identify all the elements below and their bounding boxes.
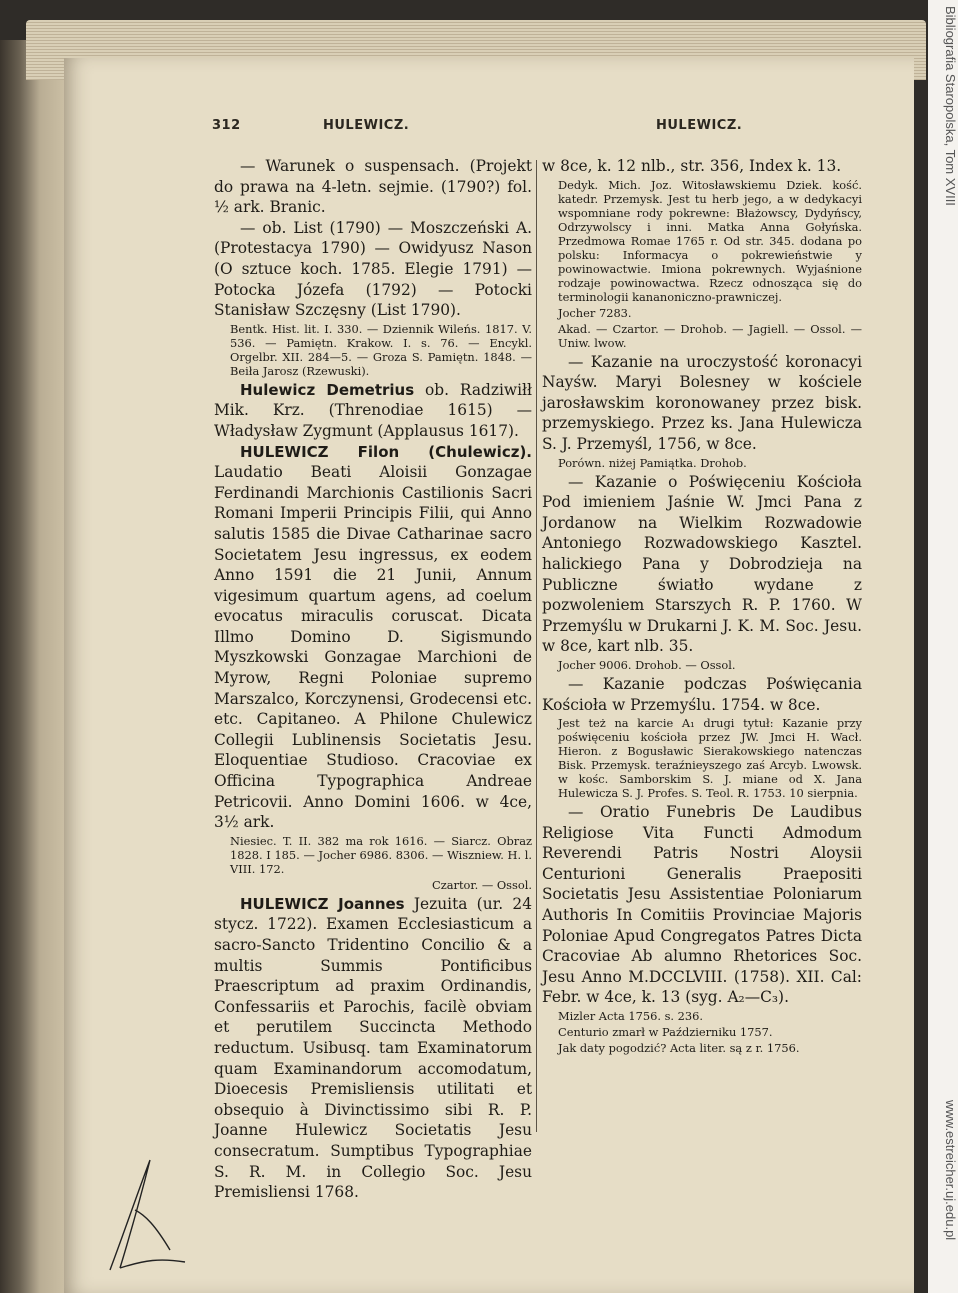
left_column-paragraph <box>214 156 532 218</box>
right_column-paragraph <box>542 802 862 1008</box>
side-strip <box>928 0 958 1293</box>
entry-text: Jak daty pogodzić? Acta liter. są z r. 1756. <box>558 1041 800 1056</box>
right_column-paragraph <box>542 472 862 657</box>
entry-text: Niesiec. T. II. 382 ma rok 1616. — Siarcz. Obraz 1828. I 185. — Jocher 6986. 8306. — Wiszniew. H. l. VIII. 172. <box>230 833 532 876</box>
book-edge <box>0 40 70 1293</box>
entry-text: Dedyk. Mich. Joz. Witosławskiemu Dziek. kość. katedr. Przemysk. Jest tu herb jego, a w dedykacyi wspomniane rody pokrewne: Błażowscy, Dydyńscy, Odrzywolscy i inni. Matka Anna Gołyńska. Przedmowa Romae 1765 r. Od str. 345. dodana po polsku: Informacya o pokrewieństwie y powinowactwie. Imiona pokrewnych. Wyjaśnione rodzaje powinowactwa. Rzecz odnosząca się do terminologii kananoniczno-prawniczej. <box>558 177 862 304</box>
entry-text: Akad. — Czartor. — Drohob. — Jagiell. — Ossol. — Uniw. lwow. <box>558 321 862 350</box>
right_column-paragraph <box>542 322 862 350</box>
page-number: 312 <box>212 118 241 133</box>
right_column-paragraph <box>542 352 862 455</box>
right_column-paragraph <box>542 456 862 470</box>
entry-text: ob. Radziwiłł Mik. Krz. (Threnodiae 1615) — Władysław Zygmunt (Applausus 1617). <box>214 380 533 440</box>
right_column-paragraph <box>542 658 862 672</box>
entry-text: Bentk. Hist. lit. I. 330. — Dziennik Wileńs. 1817. V. 536. — Pamiętn. Krakow. I. s. 76. — Encykl. Orgelbr. XII. 284—5. — Groza S. Pamiętn. 1848. — Beiła Jarosz (Rzewuski). <box>230 321 532 378</box>
signature-mark <box>90 1140 190 1280</box>
entry-text: Jocher 9006. Drohob. — Ossol. <box>558 657 736 672</box>
entry-text: Laudatio Beati Aloisii Gonzagae Ferdinandi Marchionis Castilionis Sacri Romani Imperii Principis Filii, qui Anno salutis 1585 die Divae Catharinae sacro Societatem Jesu ingressus, ex eodem Anno 1591 die 21 Junii, Annum vigesimum quartum agens, ad coelum evocatus miraculis coruscat. Dicata Illmo Domino D. Sigismundo Myszkowski Gonzagae Marchioni de Myrow, Regni Poloniae supremo Marszalco, Korczynensi, Grodecensi etc. etc. Capitaneo. A Philone Chulewicz Collegii Lublinensis Societatis Jesu. Eloquentiae Studioso. Cracoviae ex Officina Typographica Andreae Petricovii. Anno Domini 1606. w 4ce, 3½ ark. <box>214 463 532 832</box>
entry-text: Jest też na karcie A₁ drugi tytuł: Kazanie przy poświęceniu kościoła przez JW. Jmci H. Wacł. Hieron. z Bogusławic Sierakowskiego natenczas Bisk. Przemysk. teraźnieyszego zaś Arcyb. Lwowsk. w kośc. Samborskim S. J. miane od X. Jana Hulewicza S. J. Profes. S. Teol. R. 1753. 10 sierpnia. <box>558 716 862 801</box>
entry-text: — Kazanie o Poświęceniu Kościoła Pod imieniem Jaśnie W. Jmci Pana z Jordanow na Wielkim Rozwadowie Antoniego Rozwadowskiego Kasztel. halickiego Pana y Dobrodzieja na Publiczne światło wydane z pozwoleniem Starszych R. P. 1760. W Przemyślu w Drukarni J. K. M. Soc. Jesu. w 8ce, kart nlb. 35. <box>542 472 862 656</box>
right_column-paragraph <box>542 1041 862 1055</box>
entry-heading: HULEWICZ Joannes <box>240 894 405 913</box>
entry-text: Jezuita (ur. 24 stycz. 1722). Examen Ecclesiasticum a sacro-Sancto Tridentino Concilio & a multis Summis Pontificibus Praescriptum ad praxim Ordinandis, Confessariis et Parochis, facilè obviam et perutilem Succincta Methodo reductum. Usibusq. tam Examinatorum quam Examinandorum accomodatum, Dioecesis Premisliensis utilitati et obsequio à Divinctissimo sibi R. P. Joanne Hulewicz Societatis Jesu consecratum. Sumptibus Typographiae S. R. M. in Collegio Soc. Jesu Premisliensi 1768. <box>214 894 532 1202</box>
right_column-paragraph <box>542 1025 862 1039</box>
entry-text: Centurio zmarł w Październiku 1757. <box>558 1025 773 1040</box>
right_column-paragraph <box>542 1009 862 1023</box>
column-divider <box>536 160 537 1132</box>
entry-text: Czartor. — Ossol. <box>432 877 532 892</box>
entry-text: — ob. List (1790) — Moszczeński A. (Protestacya 1790) — Owidyusz Nason (O sztuce koch. 1785. Elegie 1791) — Potocka Józefa (1792) — Potocki Stanisław Szczęsny (List 1790). <box>214 218 532 320</box>
left_column-paragraph <box>214 380 532 442</box>
entry-text: — Kazanie na uroczystość koronacyi Nayśw. Maryi Bolesney w kościele jarosławskim koronowaney przez bisk. przemyskiego. Przez ks. Jana Hulewicza S. J. Przemyśl, 1756, w 8ce. <box>542 352 862 453</box>
entry-text: Porówn. niżej Pamiątka. Drohob. <box>558 455 747 470</box>
right_column-paragraph <box>542 674 862 715</box>
right_column-paragraph <box>542 716 862 800</box>
left_column-paragraph <box>214 218 532 321</box>
running-header-right: HULEWICZ. <box>656 118 743 133</box>
side-url: www.estreicher.uj.edu.pl <box>943 1100 958 1241</box>
right_column-paragraph <box>542 156 862 177</box>
left_column-paragraph <box>214 878 532 892</box>
left_column-paragraph <box>214 442 532 833</box>
entry-text: w 8ce, k. 12 nlb., str. 356, Index k. 13. <box>542 157 842 175</box>
right_column-paragraph <box>542 178 862 304</box>
left_column-paragraph <box>214 834 532 876</box>
left-column <box>214 156 532 1203</box>
entry-text: Jocher 7283. <box>558 305 632 320</box>
entry-text: — Kazanie podczas Poświęcania Kościoła w Przemyślu. 1754. w 8ce. <box>542 674 862 714</box>
entry-heading: HULEWICZ Filon (Chulewicz). <box>240 442 532 461</box>
entry-text: — Warunek o suspensach. (Projekt do prawa na 4-letn. sejmie. (1790?) fol. ½ ark. Branic. <box>214 157 532 217</box>
entry-heading: Hulewicz Demetrius <box>240 380 415 399</box>
left_column-paragraph <box>214 322 532 378</box>
right_column-paragraph <box>542 306 862 320</box>
entry-text: Mizler Acta 1756. s. 236. <box>558 1009 704 1024</box>
entry-text: — Oratio Funebris De Laudibus Religiose Vita Functi Admodum Reverendi Patris Nostri Aloysii Centurioni Generalis Praepositi Societatis Jesu Assistentiae Poloniarum Authoris In Comitiis Provinciae Majoris Poloniae Apud Congregatos Patres Dicta Cracoviae Ab alumno Rhetorices Soc. Jesu Anno M.DCCLVIII. (1758). XII. Cal: Febr. w 4ce, k. 13 (syg. A₂—C₃). <box>542 803 862 1007</box>
side-title: Bibliografia Staropolska, Tom XVIII <box>943 6 958 206</box>
right-column <box>542 156 862 1057</box>
left_column-paragraph <box>214 894 532 1203</box>
running-header-left: HULEWICZ. <box>323 118 410 133</box>
